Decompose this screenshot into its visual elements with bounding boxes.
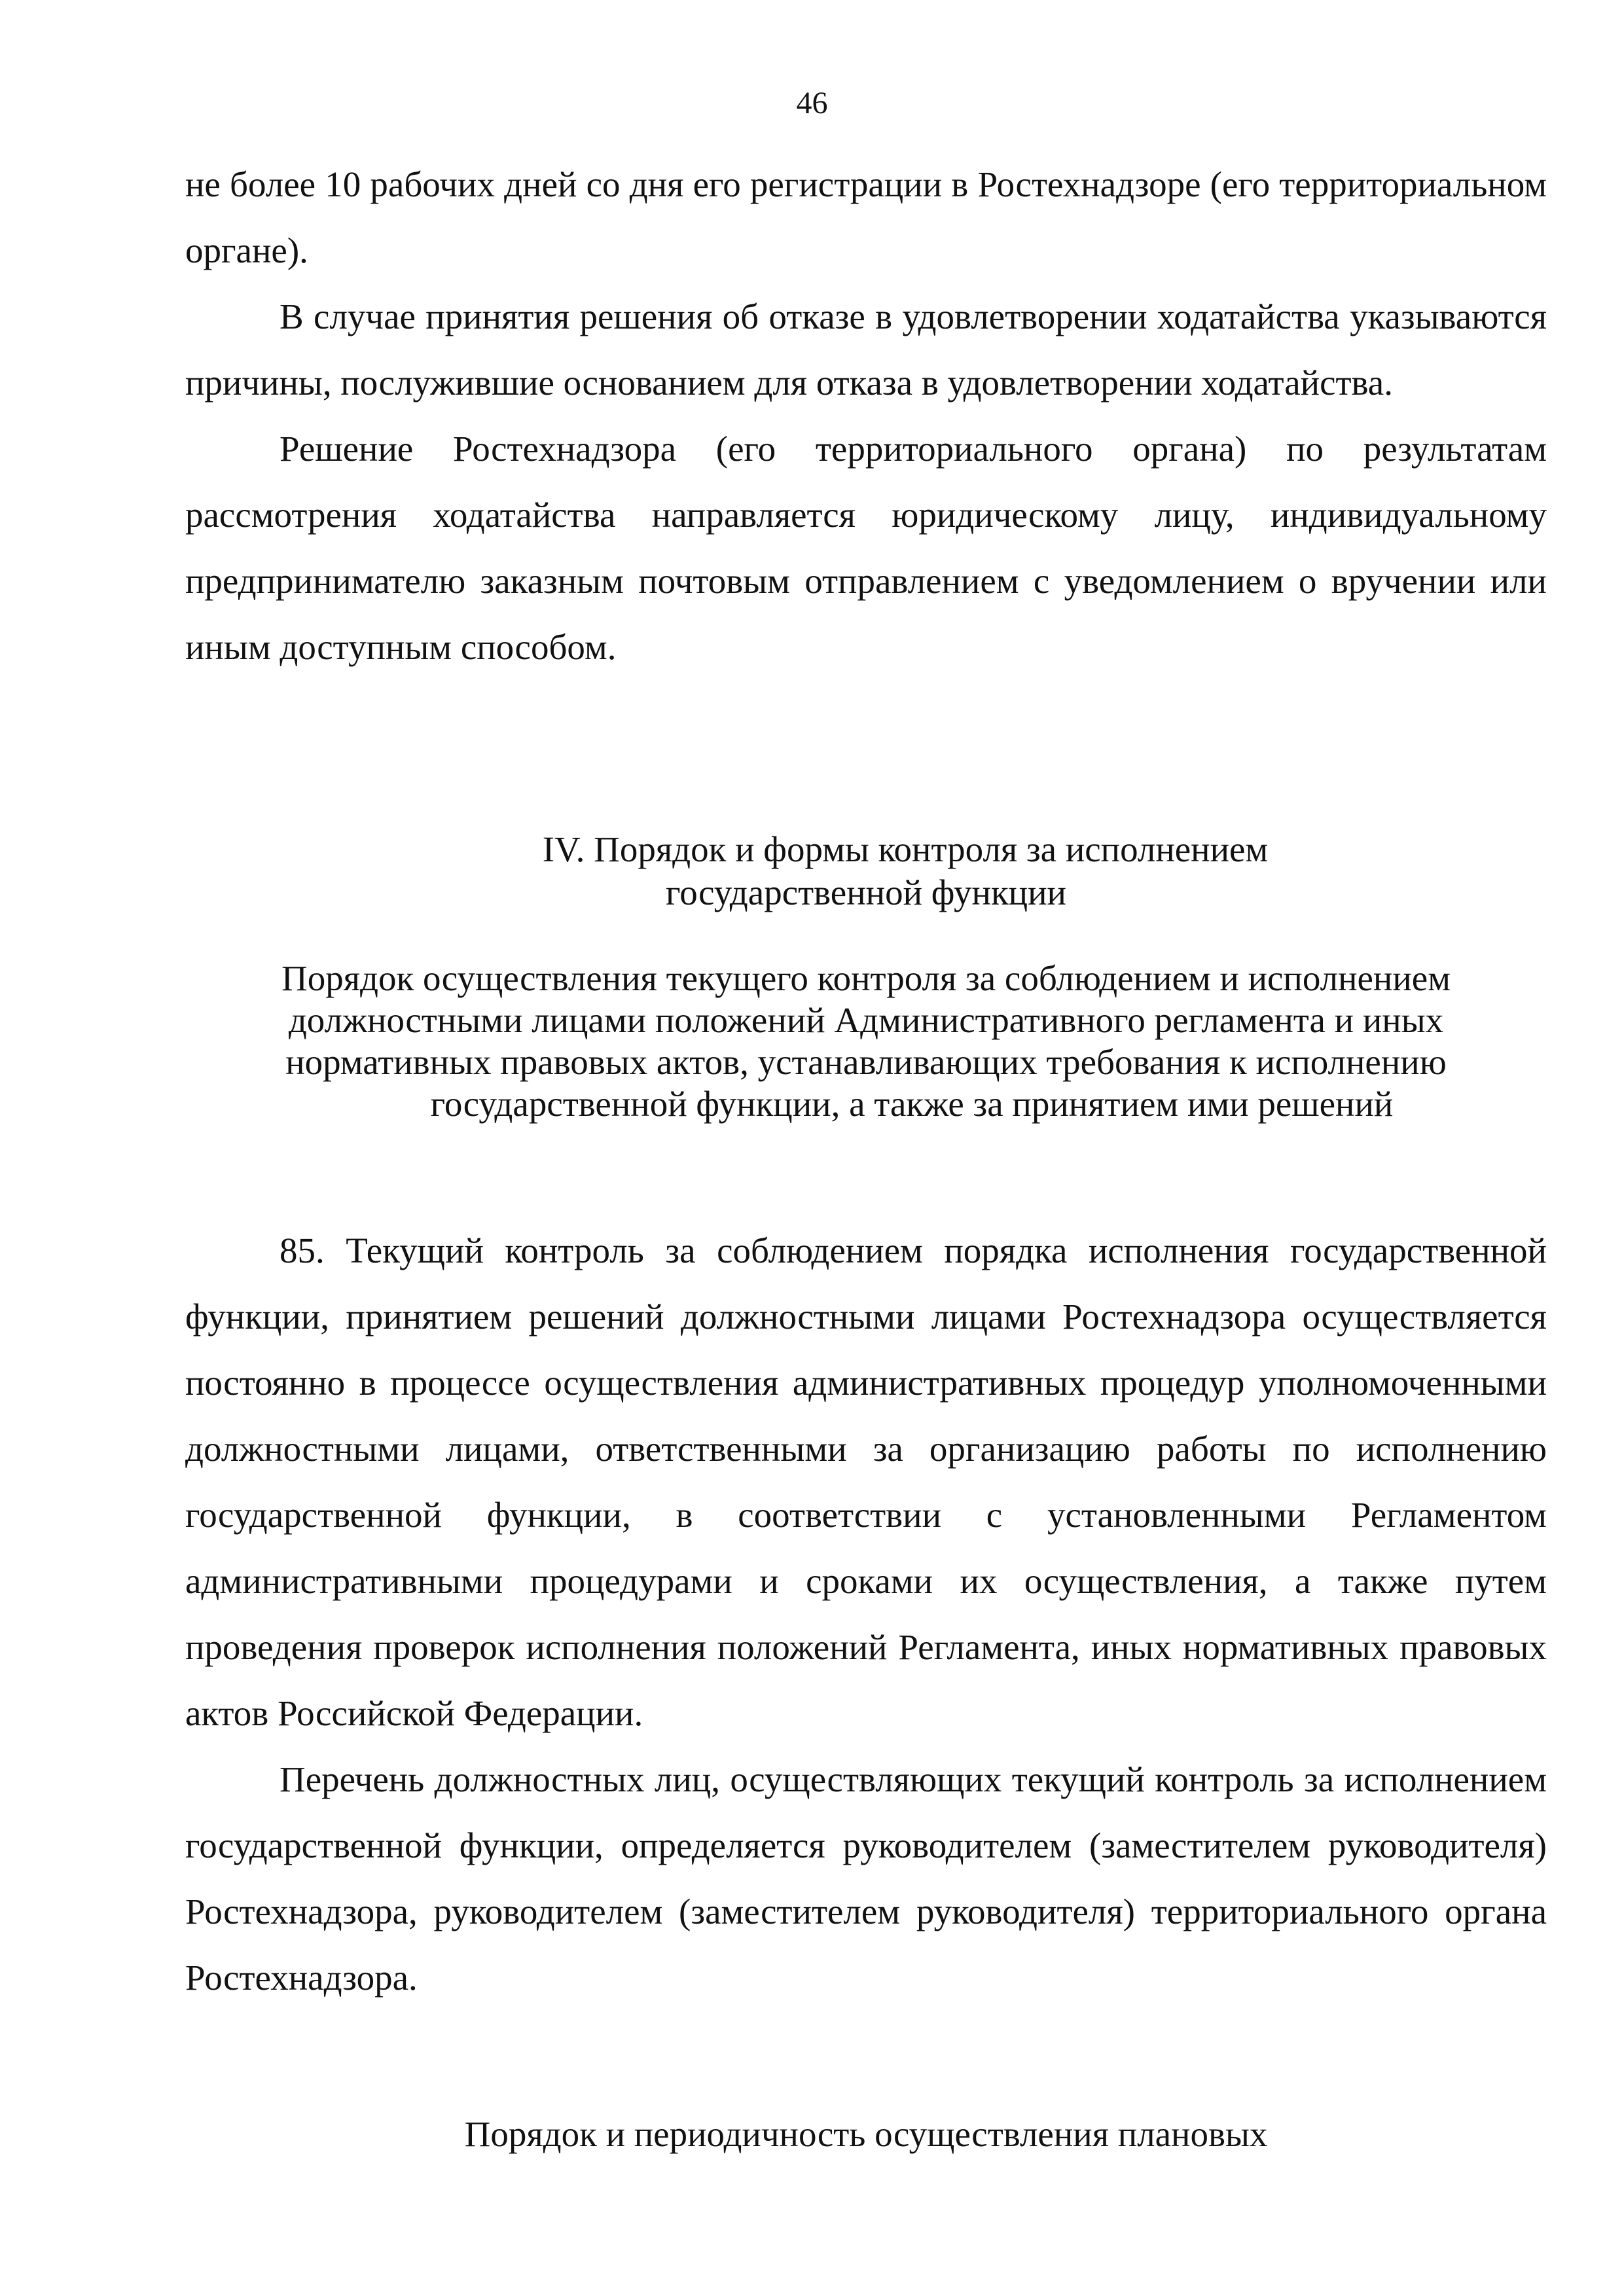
paragraph-decision-delivery: Решение Ростехнадзора (его территориального органа) по результатам рассмотрения ходатайства направляется юридическому лицу, индивидуальному предпринимателю заказным почтовым отправлением с уведомлением о вручении или иным доступным способом.: [185, 429, 1547, 667]
next-heading-line-1: Порядок и периодичность осуществления плановых: [464, 2114, 1268, 2154]
subsection-heading-line-1: Порядок осуществления текущего контроля за соблюдением и исполнением: [281, 958, 1451, 998]
next-heading: [185, 2113, 1547, 2156]
paragraph-refusal-reasons: В случае принятия решения об отказе в удовлетворении ходатайства указываются причины, послужившие основанием для отказа в удовлетворении ходатайства.: [185, 296, 1547, 403]
paragraph-officials-list: Перечень должностных лиц, осуществляющих текущий контроль за исполнением государственной функции, определяется руководителем (заместителем руководителя) Ростехнадзора, руководителем (заместителем руководителя) территориального органа Ростехнадзора.: [185, 1759, 1547, 1998]
subsection-heading-line-4: государственной функции, а также за принятием ими решений: [430, 1084, 1394, 1124]
body-text-top: [185, 151, 1547, 680]
subsection-heading: [185, 958, 1547, 1125]
section-heading-line-2: государственной функции: [666, 872, 1066, 912]
body-text-bottom: [185, 1217, 1547, 2011]
page-number: 46: [796, 86, 828, 120]
paragraph-85: 85. Текущий контроль за соблюдением порядка исполнения государственной функции, принятием решений должностными лицами Ростехнадзора осуществляется постоянно в процессе осуществления административных процедур уполномоченными должностными лицами, ответственными за организацию работы по исполнению государственной функции, в соответствии с установленными Регламентом административными процедурами и сроками их осуществления, а также путем проведения проверок исполнения положений Регламента, иных нормативных правовых актов Российской Федерации.: [185, 1230, 1547, 1733]
section-heading-line-1: IV. Порядок и формы контроля за исполнением: [542, 829, 1269, 869]
section-heading: [185, 828, 1547, 914]
subsection-heading-line-2: должностными лицами положений Административного регламента и иных: [288, 1000, 1444, 1040]
paragraph-continuation: не более 10 рабочих дней со дня его регистрации в Ростехнадзоре (его территориальном органе).: [185, 164, 1547, 270]
subsection-heading-line-3: нормативных правовых актов, устанавливающих требования к исполнению: [285, 1042, 1447, 1082]
